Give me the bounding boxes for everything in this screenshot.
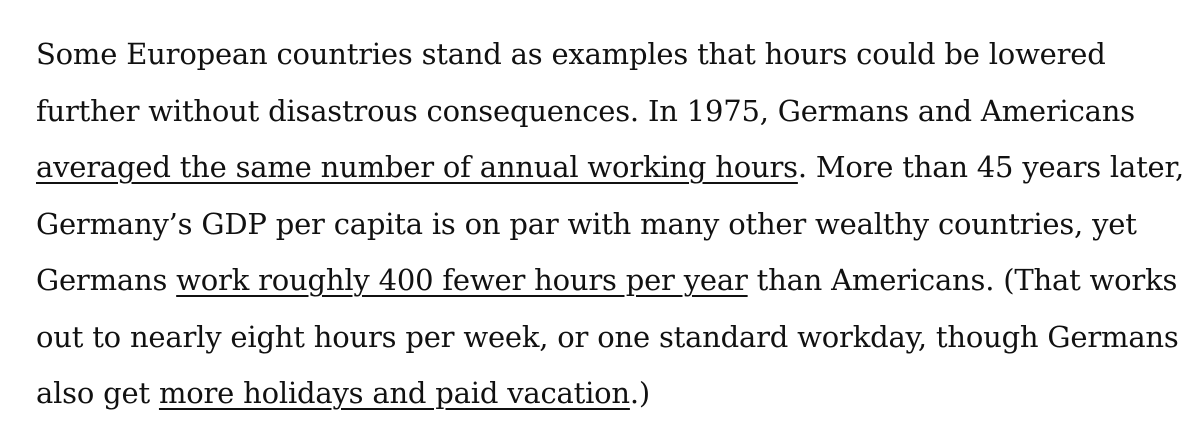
line-text: than Americans. (That works	[747, 263, 1178, 297]
paragraph-line-7	[36, 365, 1186, 422]
line-text: out to nearly eight hours per week, or one standard workday, though Germans	[36, 319, 1179, 354]
line-text: further without disastrous consequences. In 1975, Germans and Americans	[36, 93, 1135, 128]
article-body	[36, 26, 1186, 422]
link-fewer-hours-per-year[interactable]: work roughly 400 fewer hours per year	[176, 263, 748, 297]
line-text: also get	[36, 376, 159, 410]
line-text: Germans	[36, 263, 177, 297]
line-text: Germany’s GDP per capita is on par with many other wealthy countries, yet	[36, 206, 1137, 241]
line-text: .)	[629, 376, 651, 410]
link-holidays-paid-vacation[interactable]: more holidays and paid vacation	[158, 376, 630, 410]
paragraph-line-5	[36, 252, 1186, 309]
link-annual-working-hours[interactable]: averaged the same number of annual working hours	[36, 150, 798, 184]
paragraph	[36, 26, 1186, 422]
paragraph-line-6	[36, 309, 1186, 366]
paragraph-line-4	[36, 196, 1186, 253]
paragraph-line-1	[36, 26, 1186, 83]
line-text: . More than 45 years later,	[797, 150, 1185, 184]
line-text: Some European countries stand as examples that hours could be lowered	[36, 37, 1106, 71]
paragraph-line-2	[36, 83, 1186, 140]
paragraph-line-3	[36, 139, 1186, 196]
